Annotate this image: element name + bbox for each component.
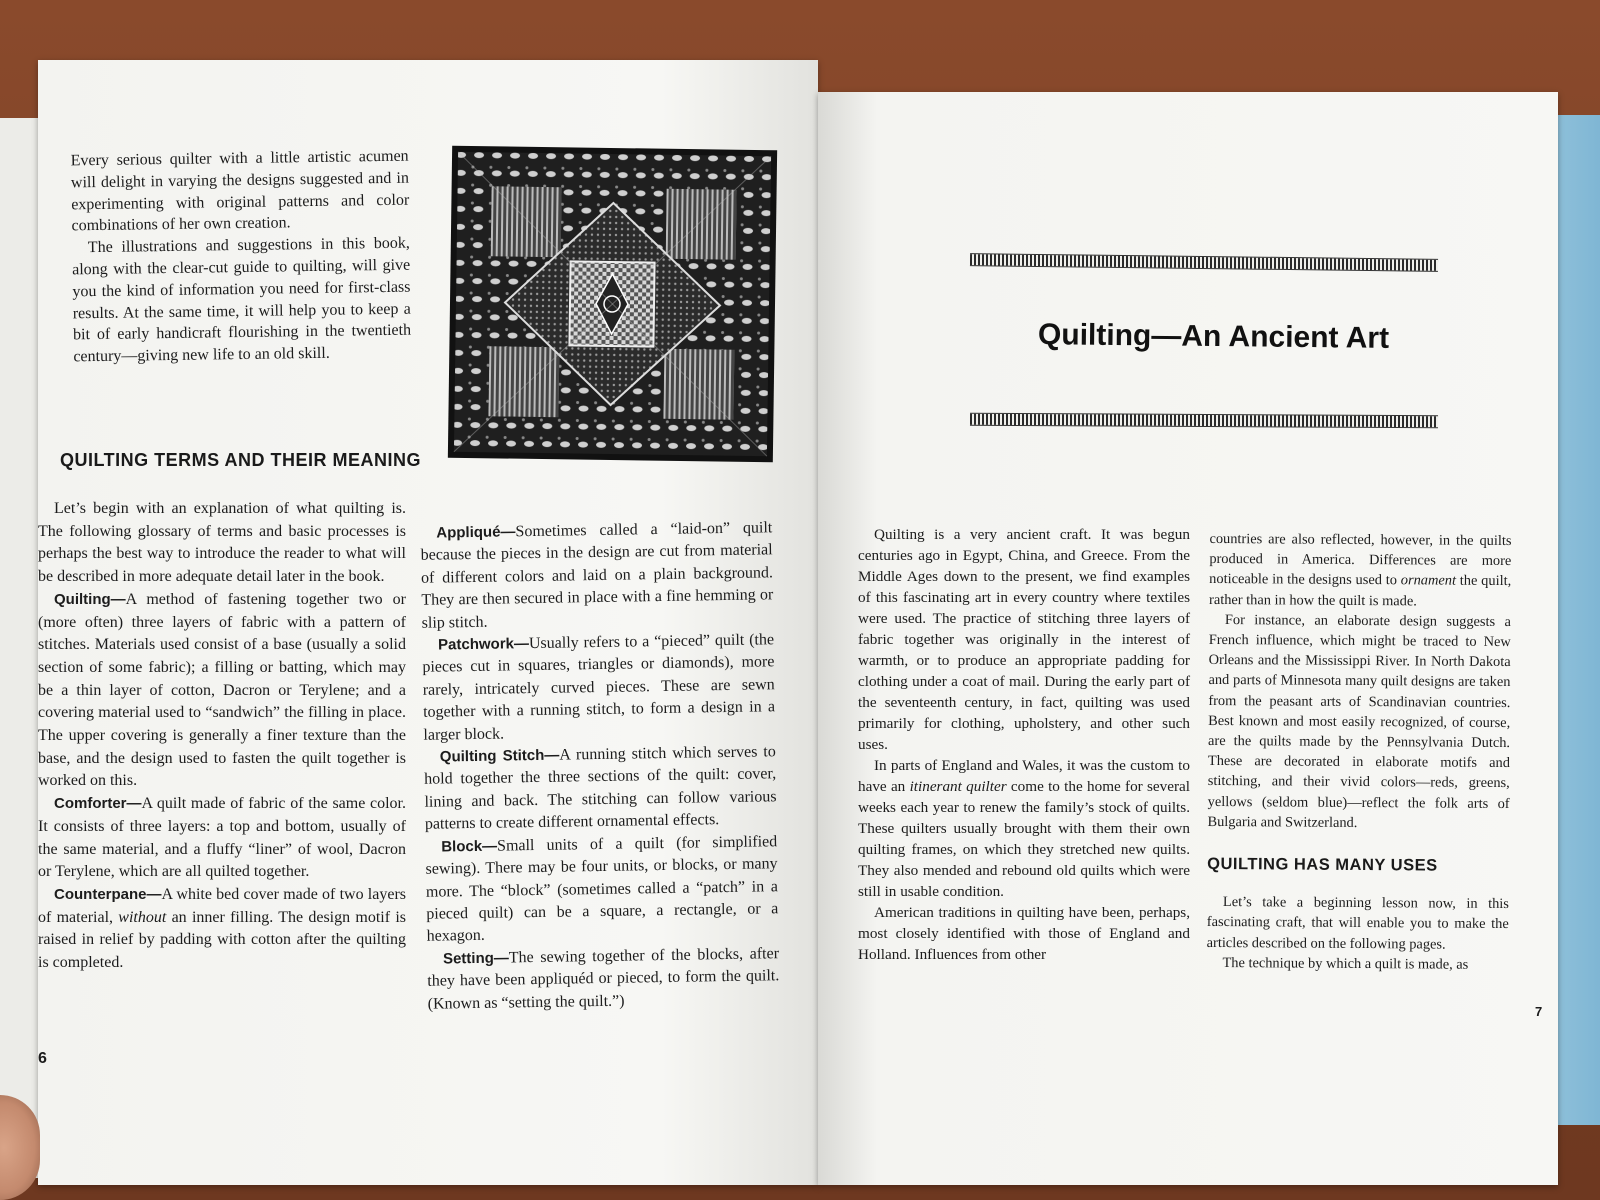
glossary-term: Setting— bbox=[442, 949, 509, 968]
intro-text bbox=[70, 146, 411, 369]
body-paragraph: Let’s take a beginning lesson now, in this fascinating craft, that will enable you to make the articles described on the following pages. bbox=[1206, 894, 1509, 953]
glossary-entry bbox=[420, 517, 774, 635]
body-text: In parts of England and Wales, it was the custom to have an bbox=[858, 757, 1190, 795]
decorative-rule-top bbox=[970, 253, 1438, 272]
body-paragraph bbox=[858, 755, 1190, 902]
glossary-term: Quilting— bbox=[54, 590, 126, 608]
glossary-definition: A quilt made of fabric of the same color. It consists of three layers: a top and bottom, usually of the same material, and a fluffy “liner” of wool, Dacron or Terylene, which are all quilted together. bbox=[38, 795, 406, 881]
section-heading: QUILTING TERMS AND THEIR MEANING bbox=[60, 450, 421, 470]
page-stack-edge bbox=[0, 118, 38, 1178]
glossary-definition: The sewing together of the blocks, after they have been appliquéd or pieced, to form the quilt. (Known as “setting the quilt.”) bbox=[427, 944, 780, 1013]
quilt-photograph bbox=[448, 146, 777, 463]
glossary-entry bbox=[427, 943, 780, 1016]
glossary-entry bbox=[38, 589, 406, 793]
glossary-definition: A white bed cover made of two layers of material, bbox=[38, 885, 406, 926]
glossary-definition: A running stitch which serves to hold together the three sections of the quilt: cover, lining and back. The stitching can follow various patterns to create different ornamental effects. bbox=[424, 743, 777, 834]
section-heading: QUILTING HAS MANY USES bbox=[1207, 854, 1438, 875]
glossary-definition: Sometimes called a “laid-on” quilt because the pieces in the design are cut from material of different colors and laid on a plain background. They are then secured in place with a fine hemming or slip stitch. bbox=[420, 519, 774, 632]
body-emphasis: itinerant quilter bbox=[909, 778, 1007, 795]
body-paragraph: Quilting is a very ancient craft. It was begun centuries ago in Egypt, China, and Greece. From the Middle Ages down to the present, we find examples of this fascinating art in every country where textiles were used. The practice of stitching three layers of fabric together was originally in the interest of warmth, or to produce an appropriate padding for clothing under a coat of mail. During the early part of the seventeenth century, in fact, quilting was used primarily for clothing, upholstery, and other such uses. bbox=[858, 526, 1190, 753]
glossary-definition: Usually refers to a “pieced” quilt (the pieces cut in squares, triangles or diamonds), more rarely, intricately curved pieces. These are sewn together with a running stitch, to form a design in a larger block. bbox=[422, 631, 776, 744]
glossary-column-1 bbox=[38, 498, 406, 975]
glossary-term: Counterpane— bbox=[54, 885, 162, 903]
body-text: countries are also reflected, however, in the quilts produced in America. Differences are more noticeable in the designs used to bbox=[1209, 530, 1512, 589]
glossary-term: Appliqué— bbox=[436, 523, 516, 542]
intro-paragraph: Every serious quilter with a little artistic acumen will delight in varying the designs suggested and in experimenting with original patterns and color combinations of her own creation. bbox=[70, 147, 410, 235]
body-paragraph: American traditions in quilting have been, perhaps, most closely identified with those of England and Holland. Influences from other bbox=[858, 904, 1190, 963]
chapter-title: Quilting—An Ancient Art bbox=[1037, 318, 1390, 355]
glossary-entry bbox=[424, 741, 777, 836]
glossary-entry bbox=[425, 831, 779, 949]
glossary-emphasis: without bbox=[118, 908, 167, 926]
glossary-term: Patchwork— bbox=[437, 635, 530, 654]
page-number: 7 bbox=[1535, 1004, 1543, 1019]
body-paragraph: For instance, an elaborate design suggests a French influence, which might be traced to New Orleans and the Mississippi River. In North Dakota and parts of Minnesota many quilt designs are taken from the peasant arts of Scandinavian countries. Best known and most easily recognized, of course, are the quilts made by the Pennsylvania Dutch. These are decorated in elaborate motifs and stitching, and their vivid colors—reds, greens, yellows (seldom blue)—reflect the folk arts of Bulgaria and Switzerland. bbox=[1207, 611, 1511, 831]
body-text: come to the home for several weeks each year to renew the family’s stock of quilts. These quilters usually brought with them their own quilting frames, on which they stretched new quilts. They also mended and rebound old quilts which were still in usable condition. bbox=[858, 778, 1191, 900]
glossary-term: Comforter— bbox=[54, 795, 142, 813]
body-paragraph bbox=[1209, 529, 1512, 612]
body-emphasis: ornament bbox=[1400, 572, 1457, 590]
glossary-intro: Let’s begin with an explanation of what quilting is. The following glossary of terms and basic processes is perhaps the best way to introduce the reader to what will be described in more adequate detail later in the book. bbox=[38, 500, 406, 586]
glossary-term: Block— bbox=[441, 837, 498, 856]
page-number: 6 bbox=[38, 1050, 47, 1067]
right-page bbox=[818, 92, 1558, 1185]
body-text: the quilt, rather than in how the quilt is made. bbox=[1209, 573, 1512, 610]
glossary-entry bbox=[422, 629, 776, 747]
glossary-term: Quilting Stitch— bbox=[439, 746, 560, 766]
body-column-2 bbox=[1206, 529, 1511, 975]
glossary-entry bbox=[38, 884, 406, 975]
glossary-entry bbox=[38, 793, 406, 884]
body-column-1 bbox=[858, 524, 1190, 965]
glossary-column-2 bbox=[420, 517, 780, 1015]
left-page bbox=[38, 60, 818, 1185]
intro-paragraph: The illustrations and suggestions in this book, along with the clear-cut guide to quilting, will give you the kind of information you need for first-class results. At the same time, it will help you to keep a bit of early handicraft flourishing in the twentieth century—giving new life to an old skill. bbox=[72, 234, 412, 366]
glossary-definition: A method of fastening together two or (more often) three layers of fabric with a pattern of stitches. Materials used consist of a base (usually a solid section of some fabric); a filling or batting, which may be a thin layer of cotton, Dacron or Terylene; and a covering material used to “sandwich” the filling in place. The upper covering is generally a finer texture than the base, and the design used to fasten the quilt together is worked on this. bbox=[38, 590, 406, 790]
body-paragraph: The technique by which a quilt is made, as bbox=[1222, 954, 1469, 973]
decorative-rule-bottom bbox=[970, 413, 1438, 428]
glossary-definition: an inner filling. The design motif is raised in relief by padding with cotton after the quilting is completed. bbox=[38, 908, 407, 972]
glossary-definition: Small units of a quilt (for simplified sewing). There may be four units, or blocks, or many more. The “block” (sometimes called a “patch” in a pieced quilt) can be a square, a rectangle, or a hexagon. bbox=[425, 832, 779, 946]
